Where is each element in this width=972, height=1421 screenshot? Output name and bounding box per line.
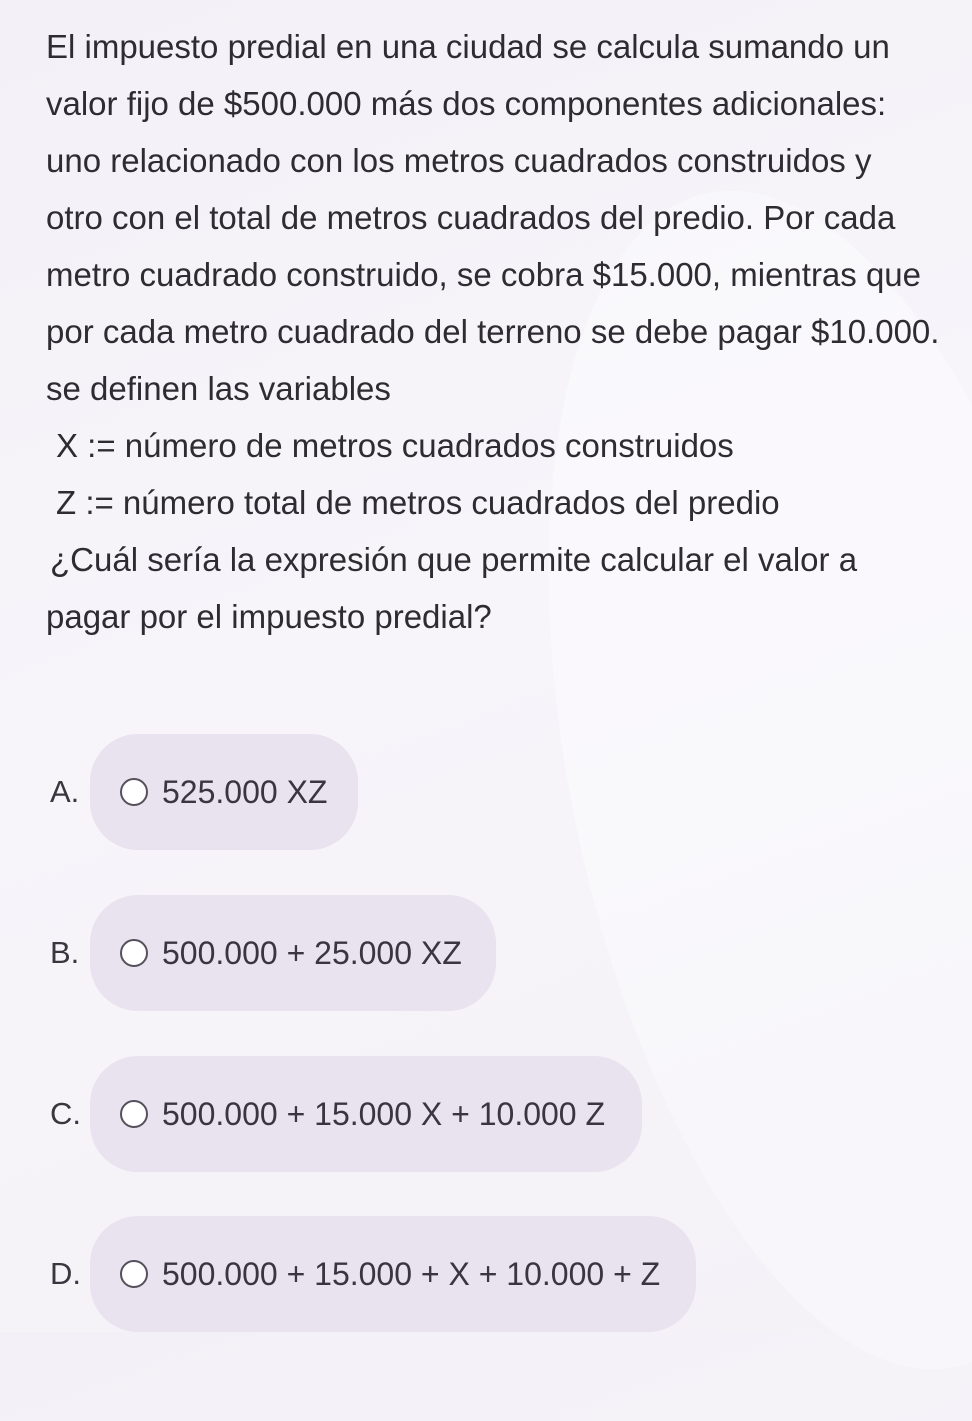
question-line: otro con el total de metros cuadrados del predio. Por cada	[46, 199, 896, 236]
option-d-button[interactable]	[90, 1216, 696, 1332]
option-d	[0, 1216, 972, 1332]
question-text	[46, 18, 956, 645]
variable-x-definition: X := número de metros cuadrados construidos	[56, 427, 734, 464]
question-line: valor fijo de $500.000 más dos componentes adicionales:	[46, 85, 887, 122]
option-letter: D.	[50, 1256, 81, 1291]
option-label: 500.000 + 25.000 XZ	[162, 934, 462, 971]
option-letter: A.	[50, 774, 80, 809]
radio-icon[interactable]	[120, 778, 148, 806]
question-line: por cada metro cuadrado del terreno se debe pagar $10.000.	[46, 313, 940, 350]
question-line: El impuesto predial en una ciudad se calcula sumando un	[46, 28, 890, 65]
radio-icon[interactable]	[120, 1260, 148, 1288]
option-a-button[interactable]	[90, 734, 358, 850]
option-c-button[interactable]	[90, 1056, 642, 1172]
radio-icon[interactable]	[120, 939, 148, 967]
option-b-button[interactable]	[90, 895, 496, 1011]
option-letter: C.	[50, 1096, 81, 1131]
variable-z-definition: Z := número total de metros cuadrados del predio	[56, 484, 780, 521]
option-label: 500.000 + 15.000 X + 10.000 Z	[162, 1095, 606, 1132]
question-prompt: pagar por el impuesto predial?	[46, 598, 492, 635]
option-label: 500.000 + 15.000 + X + 10.000 + Z	[162, 1255, 661, 1292]
option-label: 525.000 XZ	[162, 773, 328, 810]
question-prompt: ¿Cuál sería la expresión que permite calcular el valor a	[50, 541, 858, 578]
option-letter: B.	[50, 935, 80, 970]
question-line: metro cuadrado construido, se cobra $15.000, mientras que	[46, 256, 922, 293]
question-line: se definen las variables	[46, 370, 391, 407]
radio-icon[interactable]	[120, 1100, 148, 1128]
option-c	[0, 1056, 972, 1172]
question-line: uno relacionado con los metros cuadrados construidos y	[46, 142, 872, 179]
option-a	[0, 734, 972, 850]
option-b	[0, 895, 972, 1011]
